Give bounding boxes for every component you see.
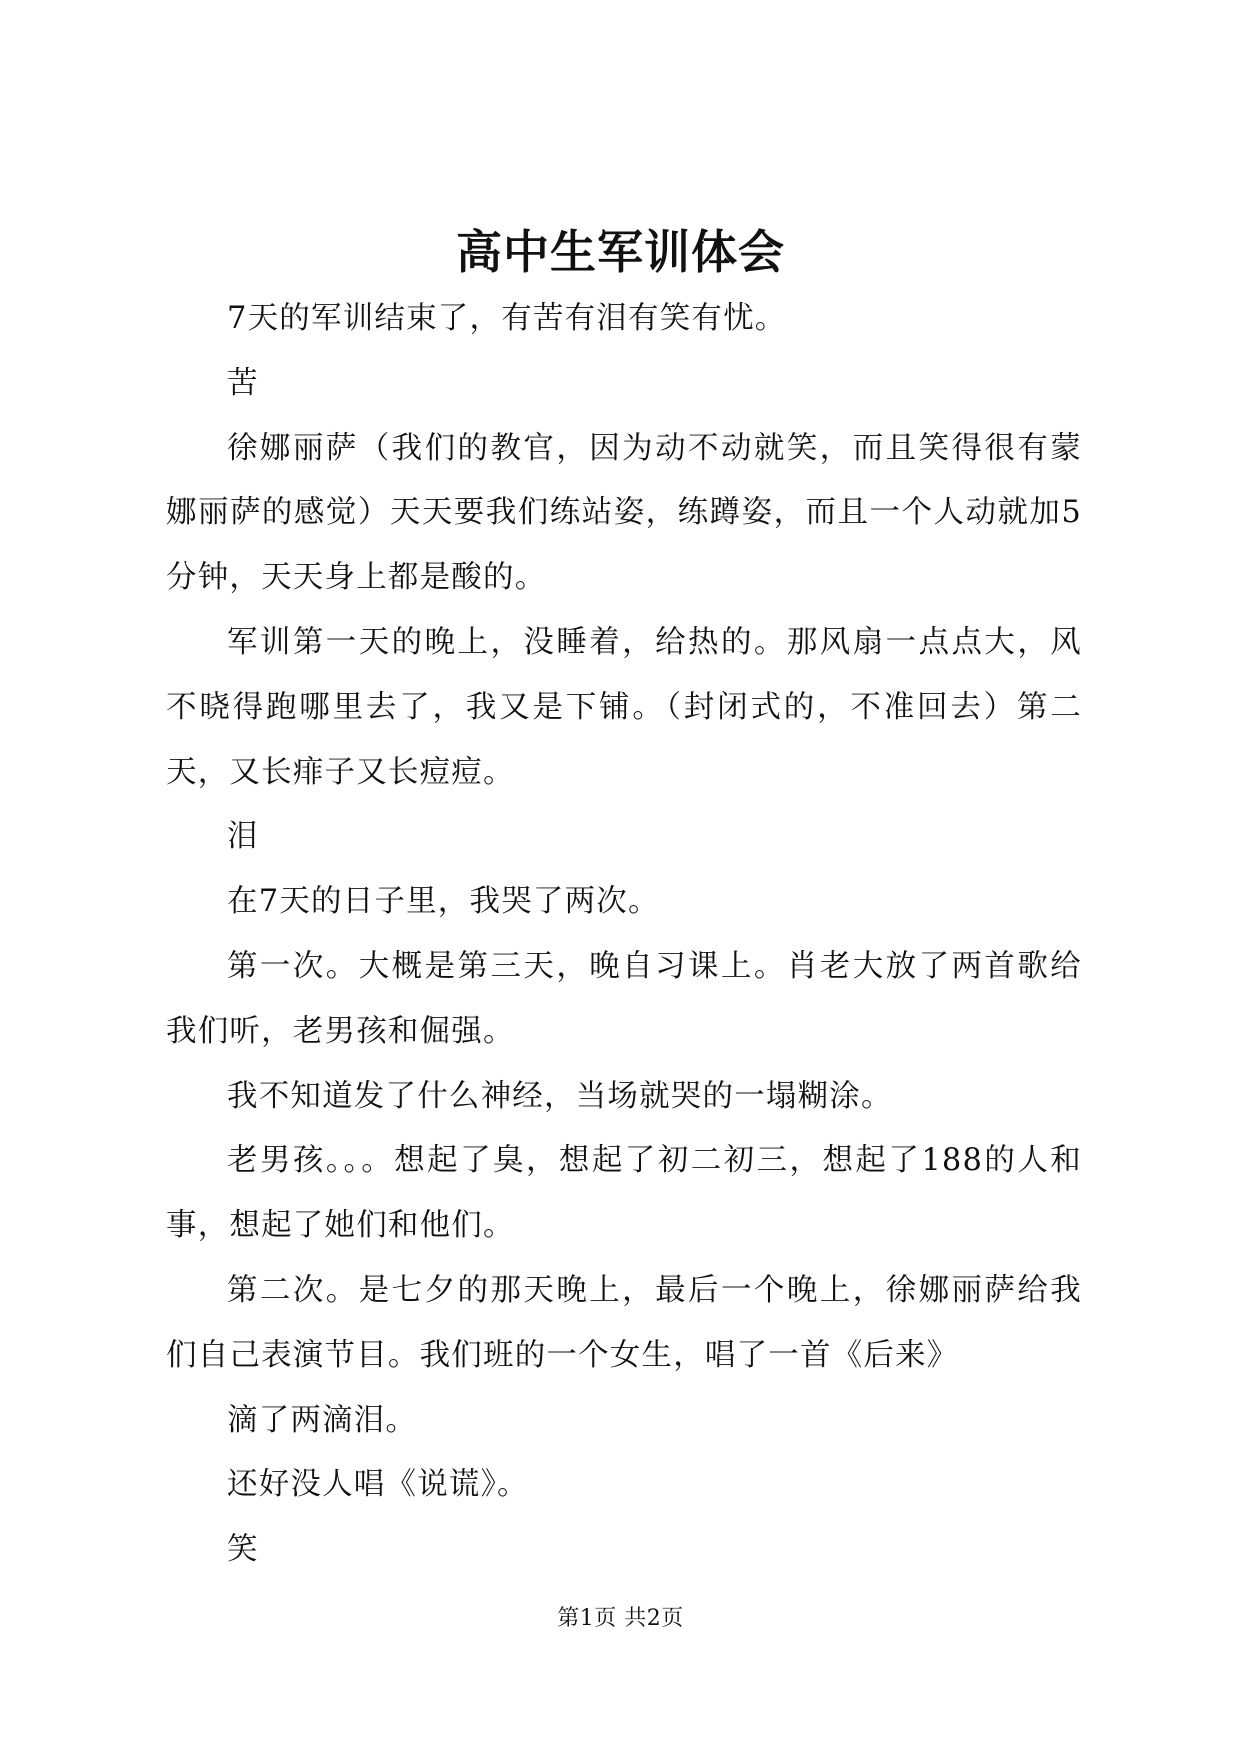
paragraph-two-tears: 滴了两滴泪。 [227,1402,418,1438]
paragraph-cried-hard: 我不知道发了什么神经，当场就哭的一塌糊涂。 [227,1078,893,1114]
document-body [166,287,1082,1583]
paragraph-second-time: 第二次。是七夕的那天晚上，最后一个晚上，徐娜丽萨给我们自己表演节目。我们班的一个女生，唱了一首《后来》 [166,1272,1082,1373]
section-heading-laugh: 笑 [227,1532,259,1568]
section-heading-tears: 泪 [227,819,259,855]
paragraph-no-lies-song: 还好没人唱《说谎》。 [227,1467,529,1503]
page-number-footer: 第1页 共2页 [557,1606,684,1631]
paragraph-cried-twice: 在7天的日子里，我哭了两次。 [227,884,660,920]
section-heading-bitter: 苦 [227,365,259,401]
paragraph-intro: 7天的军训结束了，有苦有泪有笑有忧。 [227,301,787,336]
paragraph-memories: 老男孩。。。想起了臭，想起了初二初三，想起了188的人和事，想起了她们和他们。 [166,1143,1082,1244]
paragraph-first-time: 第一次。大概是第三天，晚自习课上。肖老大放了两首歌给我们听，老男孩和倔强。 [166,948,1082,1049]
paragraph-first-night: 军训第一天的晚上，没睡着，给热的。那风扇一点点大，风不晓得跑哪里去了，我又是下铺。（封闭式的，不准回去）第二天，又长痱子又长痘痘。 [166,624,1082,790]
document-title: 高中生军训体会 [456,225,785,279]
paragraph-drill-instructor: 徐娜丽萨（我们的教官，因为动不动就笑，而且笑得很有蒙娜丽萨的感觉）天天要我们练站姿，练蹲姿，而且一个人动就加5分钟，天天身上都是酸的。 [166,430,1082,596]
